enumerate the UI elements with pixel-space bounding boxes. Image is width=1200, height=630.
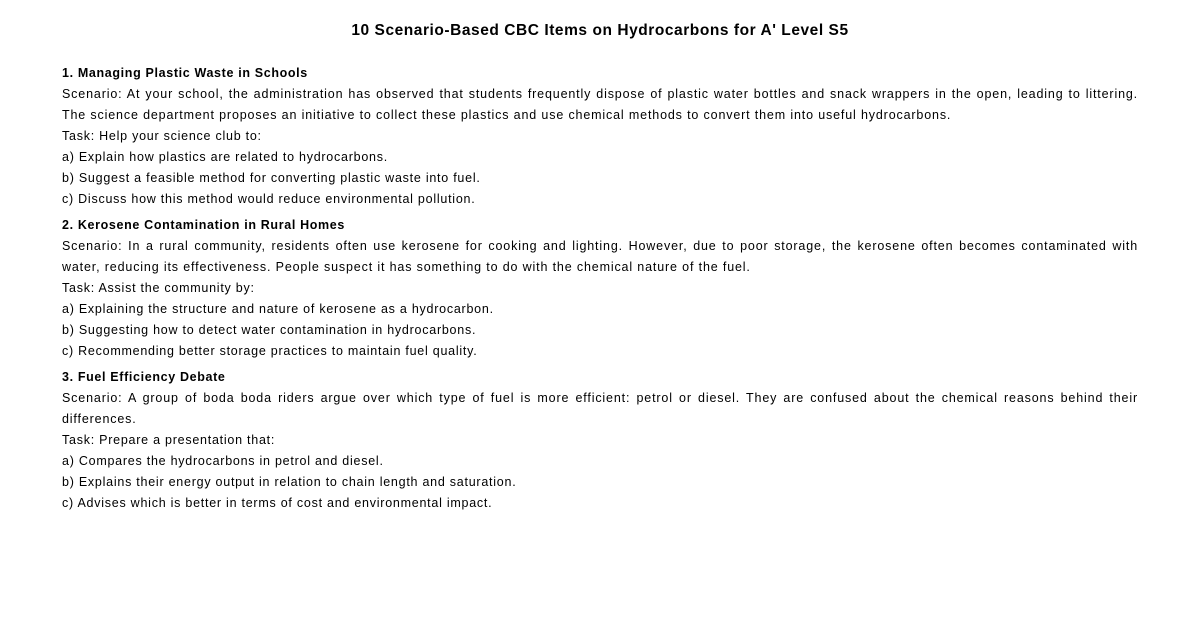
task-text: Task: Prepare a presentation that: xyxy=(62,433,276,447)
section-heading: 2. Kerosene Contamination in Rural Homes xyxy=(62,218,345,232)
section-heading: 3. Fuel Efficiency Debate xyxy=(62,370,226,384)
task-item: c) Discuss how this method would reduce environmental pollution. xyxy=(62,192,476,206)
task-item: b) Suggesting how to detect water contamination in hydrocarbons. xyxy=(62,323,477,337)
task-text: Task: Help your science club to: xyxy=(62,129,262,143)
task-item: a) Compares the hydrocarbons in petrol and diesel. xyxy=(62,454,384,468)
section-heading: 1. Managing Plastic Waste in Schools xyxy=(62,66,308,80)
scenario-text: Scenario: At your school, the administration has observed that students frequently dispose of plastic water bottles and snack wrappers in the open, leading to littering. The science department proposes an initiative to collect these plastics and use chemical methods to convert them into useful hydrocarbons. xyxy=(62,87,1138,122)
document-title: 10 Scenario-Based CBC Items on Hydrocarbons for A' Level S5 xyxy=(351,22,849,39)
scenario-text: Scenario: A group of boda boda riders argue over which type of fuel is more efficient: petrol or diesel. They are confused about the chemical reasons behind their differences. xyxy=(62,391,1138,426)
document-body xyxy=(62,63,1138,514)
section-3 xyxy=(62,367,1138,514)
task-text: Task: Assist the community by: xyxy=(62,281,255,295)
scenario-text: Scenario: In a rural community, residents often use kerosene for cooking and lighting. However, due to poor storage, the kerosene often becomes contaminated with water, reducing its effectiveness. People suspect it has something to do with the chemical nature of the fuel. xyxy=(62,239,1138,274)
task-item: b) Explains their energy output in relation to chain length and saturation. xyxy=(62,475,517,489)
task-item: c) Advises which is better in terms of cost and environmental impact. xyxy=(62,496,493,510)
task-item: a) Explaining the structure and nature of kerosene as a hydrocarbon. xyxy=(62,302,494,316)
task-item: c) Recommending better storage practices to maintain fuel quality. xyxy=(62,344,478,358)
section-1 xyxy=(62,63,1138,210)
section-2 xyxy=(62,215,1138,362)
task-item: a) Explain how plastics are related to hydrocarbons. xyxy=(62,150,388,164)
task-item: b) Suggest a feasible method for converting plastic waste into fuel. xyxy=(62,171,481,185)
